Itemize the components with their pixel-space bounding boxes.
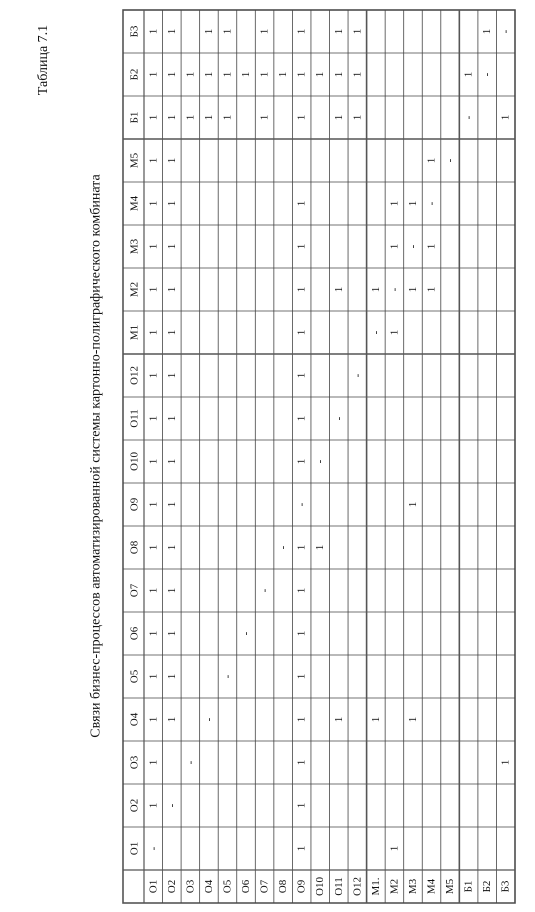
table-cell: 1 [147, 114, 160, 121]
table-cell: 1 [295, 845, 308, 852]
column-header: Б1 [128, 111, 141, 124]
table-cell: - [147, 846, 160, 851]
table-cell: - [369, 330, 382, 335]
table-border [123, 10, 515, 903]
column-header: O7 [128, 583, 141, 598]
table-cell: 1 [165, 501, 178, 508]
row-label: O5 [221, 879, 234, 894]
row-label: M4 [425, 878, 438, 895]
table-cell: 1 [165, 329, 178, 336]
table-cell: 1 [499, 114, 512, 121]
column-header: O6 [128, 626, 141, 641]
table-cell: 1 [332, 286, 345, 293]
table-cell: 1 [406, 200, 419, 207]
table-cell: 1 [295, 286, 308, 293]
table-cell: 1 [295, 200, 308, 207]
table-cell: - [406, 244, 419, 249]
table-cell: 1 [295, 372, 308, 379]
table-cell: 1 [147, 372, 160, 379]
table-cell: - [258, 588, 271, 593]
table-cell: 1 [221, 71, 234, 78]
table-cell: 1 [184, 114, 197, 121]
table-cell: 1 [295, 673, 308, 680]
table-cell: 1 [240, 71, 253, 78]
row-label: Б2 [481, 880, 494, 893]
table-cell: 1 [165, 243, 178, 250]
table-cell: - [295, 502, 308, 507]
table-cell: 1 [351, 114, 364, 121]
table-cell: 1 [202, 28, 215, 35]
table-cell: 1 [147, 415, 160, 422]
table-cell: 1 [258, 114, 271, 121]
table-cell: 1 [462, 71, 475, 78]
row-label: O3 [184, 879, 197, 894]
table-cell: 1 [147, 329, 160, 336]
table-cell: 1 [147, 501, 160, 508]
column-header: O2 [128, 798, 141, 813]
table-cell: 1 [314, 544, 327, 551]
table-cell: 1 [165, 630, 178, 637]
table-cell: 1 [406, 286, 419, 293]
row-label: Б3 [499, 880, 512, 893]
table-cell: 1 [295, 114, 308, 121]
table-cell: 1 [165, 200, 178, 207]
table-cell: - [388, 287, 401, 292]
table-cell: 1 [388, 845, 401, 852]
table-cell: 1 [295, 415, 308, 422]
table-cell: 1 [295, 587, 308, 594]
table-cell: 1 [165, 716, 178, 723]
table-cell: - [314, 459, 327, 464]
table-cell: 1 [165, 458, 178, 465]
table-cell: 1 [332, 114, 345, 121]
table-cell: 1 [165, 415, 178, 422]
table-cell: 1 [165, 372, 178, 379]
table-cell: 1 [165, 71, 178, 78]
column-header: Б3 [128, 25, 141, 38]
table-cell: 1 [147, 544, 160, 551]
table-cell: 1 [165, 157, 178, 164]
column-header: O11 [128, 409, 141, 428]
row-label: M5 [444, 878, 457, 895]
table-cell: - [351, 373, 364, 378]
table-cell: 1 [314, 71, 327, 78]
table-cell: 1 [165, 286, 178, 293]
table-cell: - [444, 158, 457, 163]
table-cell: - [499, 29, 512, 34]
table-number: Таблица 7.1 [36, 24, 52, 96]
table-cell: 1 [351, 71, 364, 78]
column-header: M3 [128, 238, 141, 255]
table-cell: 1 [202, 114, 215, 121]
table-cell: - [332, 416, 345, 421]
table-cell: 1 [147, 28, 160, 35]
table-cell: 1 [295, 802, 308, 809]
table-cell: 1 [147, 286, 160, 293]
column-header: O10 [128, 452, 141, 471]
row-label: M1. [369, 877, 382, 896]
column-header: M4 [128, 195, 141, 212]
table-cell: 1 [165, 114, 178, 121]
table-cell: - [277, 545, 290, 550]
table-cell: 1 [295, 630, 308, 637]
table-cell: 1 [332, 28, 345, 35]
row-label: O7 [258, 879, 271, 894]
column-header: M2 [128, 281, 141, 298]
table-cell: 1 [369, 716, 382, 723]
row-label: M3 [406, 878, 419, 895]
table-cell: 1 [221, 28, 234, 35]
table-cell: 1 [388, 329, 401, 336]
table-cell: 1 [295, 71, 308, 78]
column-header: M5 [128, 152, 141, 169]
row-label: O6 [240, 879, 253, 894]
table-cell: 1 [295, 716, 308, 723]
column-header: O12 [128, 366, 141, 385]
table-cell: 1 [147, 716, 160, 723]
row-label: O11 [332, 877, 345, 896]
table-cell: 1 [147, 802, 160, 809]
table-cell: 1 [147, 71, 160, 78]
table-cell: 1 [425, 157, 438, 164]
table-cell: 1 [147, 673, 160, 680]
table-cell: 1 [332, 71, 345, 78]
table-cell: 1 [295, 458, 308, 465]
table-cell: - [240, 631, 253, 636]
table-cell: 1 [425, 243, 438, 250]
table-cell: 1 [388, 243, 401, 250]
table-cell: 1 [147, 243, 160, 250]
table-cell: 1 [295, 329, 308, 336]
table-cell: 1 [202, 71, 215, 78]
table-cell: 1 [221, 114, 234, 121]
table-cell: 1 [388, 200, 401, 207]
table-cell: 1 [165, 28, 178, 35]
row-label: O9 [295, 879, 308, 894]
table-cell: 1 [184, 71, 197, 78]
table-cell: 1 [406, 501, 419, 508]
table-cell: 1 [295, 28, 308, 35]
table-cell: 1 [425, 286, 438, 293]
table-cell: 1 [277, 71, 290, 78]
table-cell: - [425, 201, 438, 206]
table-cell: - [202, 717, 215, 722]
table-cell: 1 [332, 716, 345, 723]
column-header: O3 [128, 755, 141, 770]
row-label: Б1 [462, 880, 475, 893]
table-cell: 1 [481, 28, 494, 35]
table-cell: - [462, 115, 475, 120]
row-label: M2 [388, 878, 401, 895]
table-cell: 1 [369, 286, 382, 293]
column-header: O5 [128, 669, 141, 684]
row-label: O2 [165, 879, 178, 894]
row-label: O10 [314, 877, 327, 896]
column-header: M1 [128, 324, 141, 341]
table-cell: 1 [147, 630, 160, 637]
row-label: O8 [277, 879, 290, 894]
table-cell: 1 [258, 71, 271, 78]
column-header: O9 [128, 497, 141, 512]
column-header: Б2 [128, 68, 141, 81]
table-cell: - [481, 72, 494, 77]
table-cell: 1 [165, 544, 178, 551]
table-cell: 1 [147, 759, 160, 766]
table-cell: 1 [258, 28, 271, 35]
column-header: O8 [128, 540, 141, 555]
column-header: O1 [128, 841, 141, 856]
table-cell: 1 [295, 759, 308, 766]
table-cell: 1 [351, 28, 364, 35]
table-cell: 1 [499, 759, 512, 766]
table-cell: - [184, 760, 197, 765]
row-label: O1 [147, 879, 160, 894]
table-cell: 1 [295, 544, 308, 551]
table-cell: 1 [147, 458, 160, 465]
row-label: O12 [351, 877, 364, 896]
column-header: O4 [128, 712, 141, 727]
table-cell: 1 [406, 716, 419, 723]
table-cell: 1 [147, 157, 160, 164]
table-cell: 1 [147, 587, 160, 594]
table-cell: - [165, 803, 178, 808]
table-cell: - [221, 674, 234, 679]
table-cell: 1 [165, 673, 178, 680]
table-cell: 1 [165, 587, 178, 594]
table-cell: 1 [147, 200, 160, 207]
row-label: O4 [202, 879, 215, 894]
table-cell: 1 [295, 243, 308, 250]
table-title: Связи бизнес-процессов автоматизированной системы картонно-полиграфического комбината [88, 174, 104, 738]
